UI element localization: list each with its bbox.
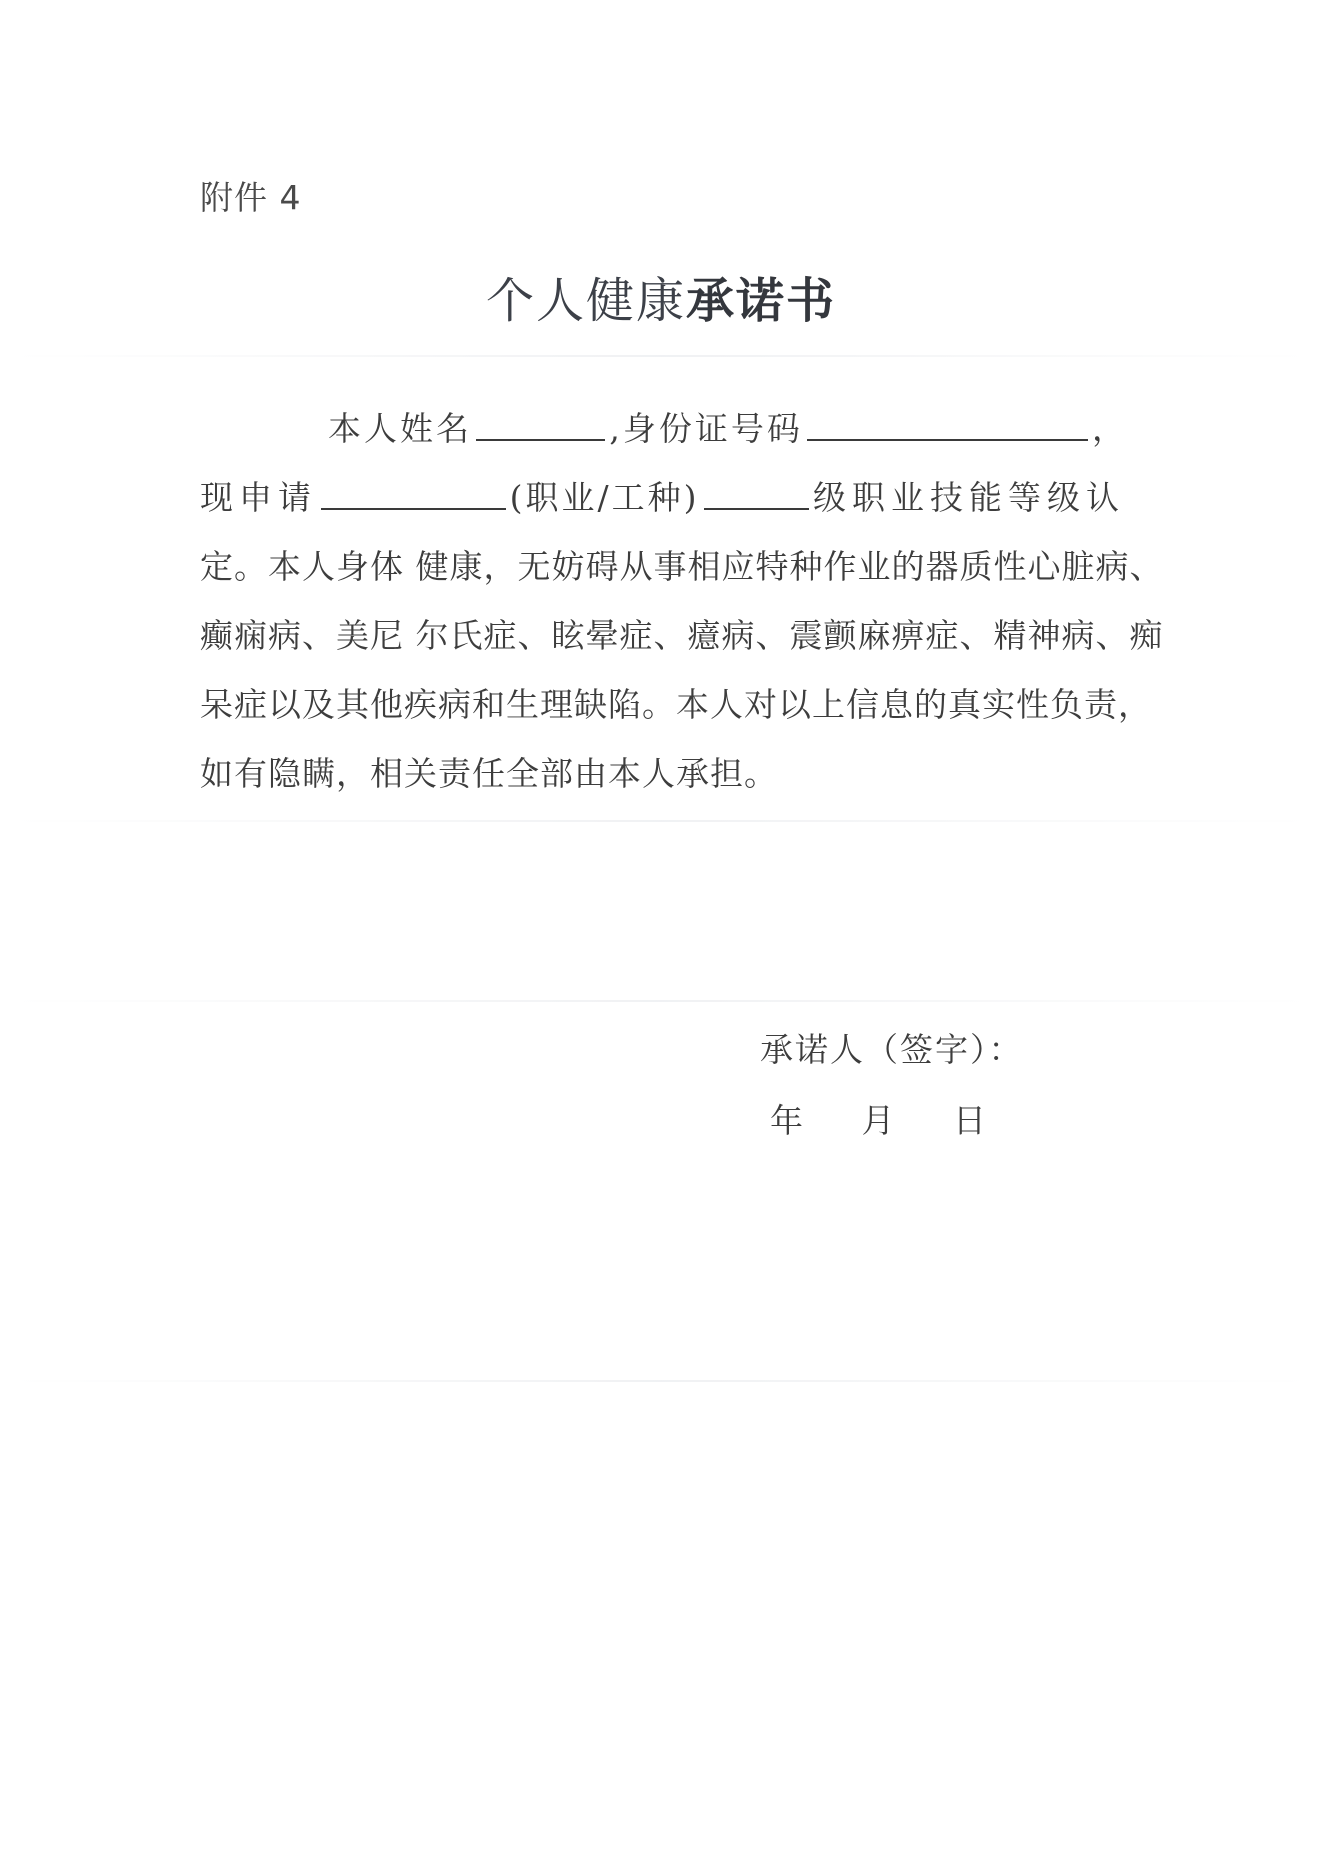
apply-label: 现申请 bbox=[200, 478, 317, 517]
occupation-blank[interactable] bbox=[321, 478, 506, 510]
occupation-label: (职业/工种) bbox=[509, 478, 700, 517]
date-year: 年 bbox=[770, 1101, 803, 1140]
name-label: 本人姓名 bbox=[328, 409, 472, 448]
declaration-paragraph bbox=[200, 394, 1164, 808]
page-title bbox=[0, 262, 1322, 331]
paragraph-text: 定。本人身体 健康，无妨碍从事相应特种作业的器质性心脏病、 bbox=[200, 547, 1164, 586]
id-number-blank[interactable] bbox=[807, 409, 1088, 441]
level-label: 级职业技能等级认 bbox=[813, 478, 1125, 517]
level-blank[interactable] bbox=[704, 478, 810, 510]
id-label: ,身份证号码 bbox=[609, 409, 803, 448]
paragraph-line-5 bbox=[200, 670, 1152, 739]
paragraph-line-2 bbox=[200, 463, 1125, 532]
paragraph-line-4 bbox=[200, 601, 1164, 670]
date-line bbox=[770, 1095, 986, 1142]
paragraph-line-6 bbox=[200, 739, 1125, 808]
date-day: 日 bbox=[953, 1101, 986, 1140]
scan-artifact bbox=[10, 1000, 1312, 1002]
signer-label: 承诺人（签字）： bbox=[760, 1030, 1024, 1069]
attachment-label: 附件 4 bbox=[200, 178, 302, 217]
scan-artifact bbox=[10, 355, 1312, 357]
scan-artifact bbox=[10, 820, 1312, 822]
scan-artifact bbox=[10, 1380, 1312, 1382]
name-blank[interactable] bbox=[476, 409, 605, 441]
date-month: 月 bbox=[861, 1101, 895, 1140]
paragraph-text: 呆症以及其他疾病和生理缺陷。本人对以上信息的真实性负责， bbox=[200, 685, 1152, 724]
paragraph-text: 如有隐瞒，相关责任全部由本人承担。 bbox=[200, 754, 778, 793]
paragraph-line-3 bbox=[200, 532, 1164, 601]
title-regular: 个人健康 bbox=[485, 273, 686, 329]
paragraph-line-1 bbox=[200, 394, 1125, 463]
paragraph-text: 癫痫病、美尼 尔氏症、眩晕症、癔病、震颤麻痹症、精神病、痴 bbox=[200, 616, 1164, 655]
comma: ， bbox=[1092, 409, 1125, 448]
title-bold: 承诺书 bbox=[686, 273, 837, 329]
